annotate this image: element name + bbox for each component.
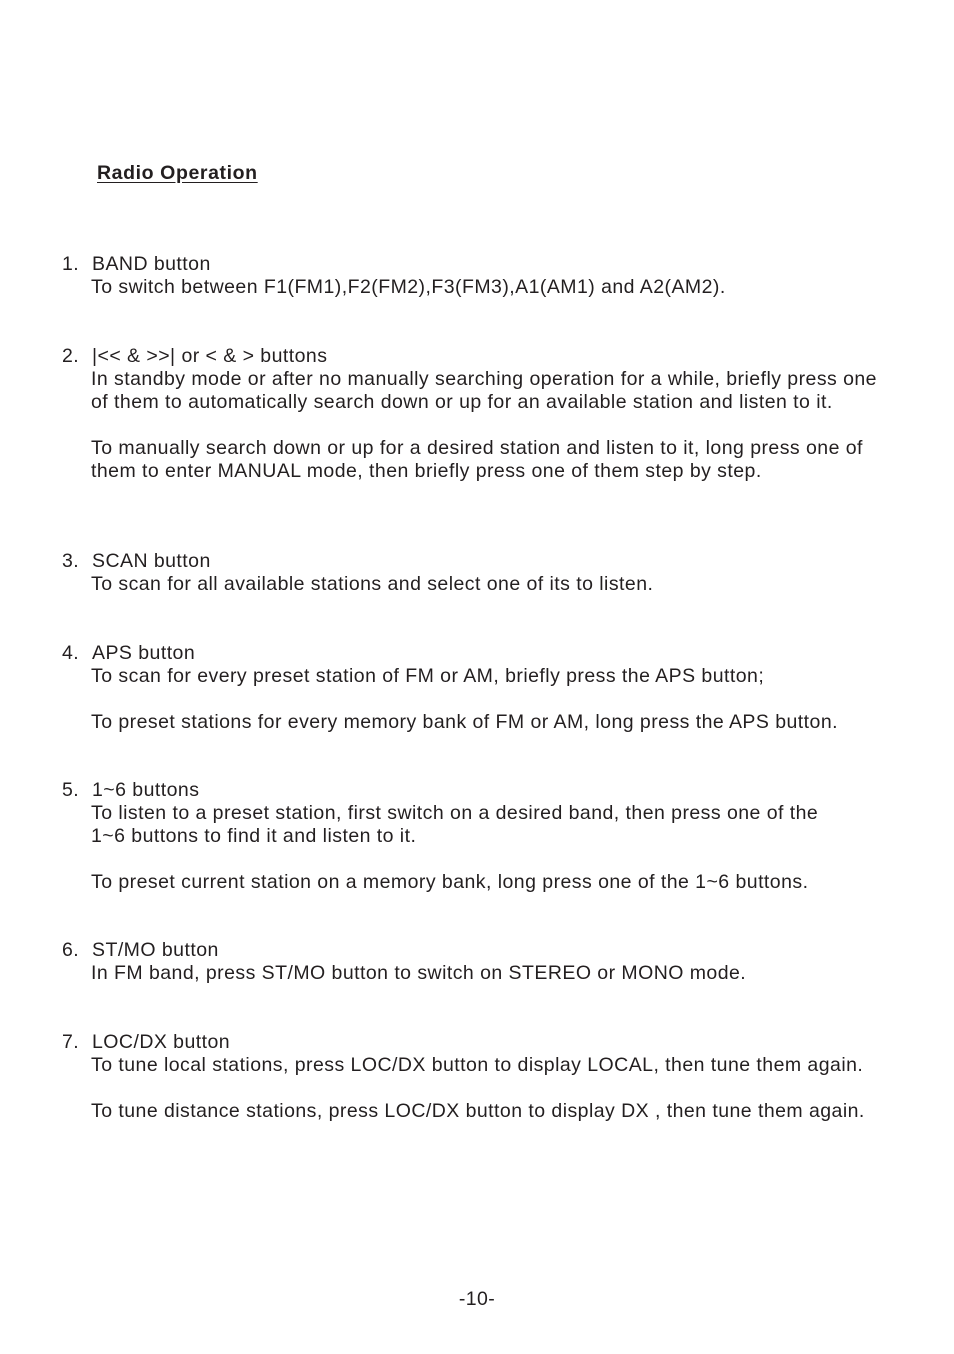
item-body <box>91 1054 876 1123</box>
item-paragraph: To listen to a preset station, first switch on a desired band, then press one of the 1~6 buttons to find it and listen to it. <box>91 802 819 847</box>
item-paragraph: To manually search down or up for a desired station and listen to it, long press one of them to enter MANUAL mode, then briefly press one of them step by step. <box>91 437 863 482</box>
item-title: BAND button <box>92 253 211 275</box>
item-title: SCAN button <box>92 550 211 572</box>
item-title: LOC/DX button <box>92 1031 231 1053</box>
item-body <box>91 368 891 483</box>
item-paragraph: In standby mode or after no manually searching operation for a while, briefly press one of them to automatically search down or up for an available station and listen to it. <box>91 368 877 413</box>
item-number: 1. <box>62 253 80 275</box>
item-number: 3. <box>62 550 80 572</box>
item-paragraph: To scan for every preset station of FM or AM, briefly press the APS button; <box>91 665 765 687</box>
list-item-seek-buttons <box>62 345 912 483</box>
item-heading <box>62 550 912 573</box>
item-paragraph: To tune local stations, press LOC/DX button to display LOCAL, then tune them again. <box>91 1054 864 1076</box>
item-number: 2. <box>62 345 80 367</box>
item-body <box>91 573 891 596</box>
item-number: 6. <box>62 939 80 961</box>
item-paragraph: To scan for all available stations and select one of its to listen. <box>91 573 654 595</box>
item-heading <box>62 253 912 276</box>
list-item-stmo <box>62 939 912 985</box>
item-paragraph: To tune distance stations, press LOC/DX button to display DX , then tune them again. <box>91 1100 865 1122</box>
item-body <box>91 665 911 734</box>
item-title: APS button <box>92 642 196 664</box>
item-heading <box>62 779 912 802</box>
list-item-band <box>62 253 912 299</box>
item-paragraph: To preset current station on a memory bank, long press one of the 1~6 buttons. <box>91 871 809 893</box>
item-heading <box>62 345 912 368</box>
item-body <box>91 802 851 894</box>
item-paragraph: To preset stations for every memory bank of FM or AM, long press the APS button. <box>91 711 838 733</box>
item-body <box>91 962 891 985</box>
item-paragraph: To switch between F1(FM1),F2(FM2),F3(FM3),A1(AM1) and A2(AM2). <box>91 276 726 298</box>
item-number: 4. <box>62 642 80 664</box>
item-body <box>91 276 891 299</box>
item-title: ST/MO button <box>92 939 219 961</box>
item-number: 7. <box>62 1031 80 1053</box>
item-number: 5. <box>62 779 80 801</box>
item-title: |<< & >>| or < & > buttons <box>92 345 328 367</box>
list-item-aps <box>62 642 912 734</box>
item-heading <box>62 1031 912 1054</box>
item-paragraph: In FM band, press ST/MO button to switch on STEREO or MONO mode. <box>91 962 747 984</box>
page-number: -10- <box>458 1288 496 1310</box>
list-item-locdx <box>62 1031 912 1123</box>
item-heading <box>62 939 912 962</box>
page-title: Radio Operation <box>97 162 258 184</box>
list-item-preset-buttons <box>62 779 912 894</box>
list-item-scan <box>62 550 912 596</box>
item-heading <box>62 642 912 665</box>
item-title: 1~6 buttons <box>92 779 200 801</box>
